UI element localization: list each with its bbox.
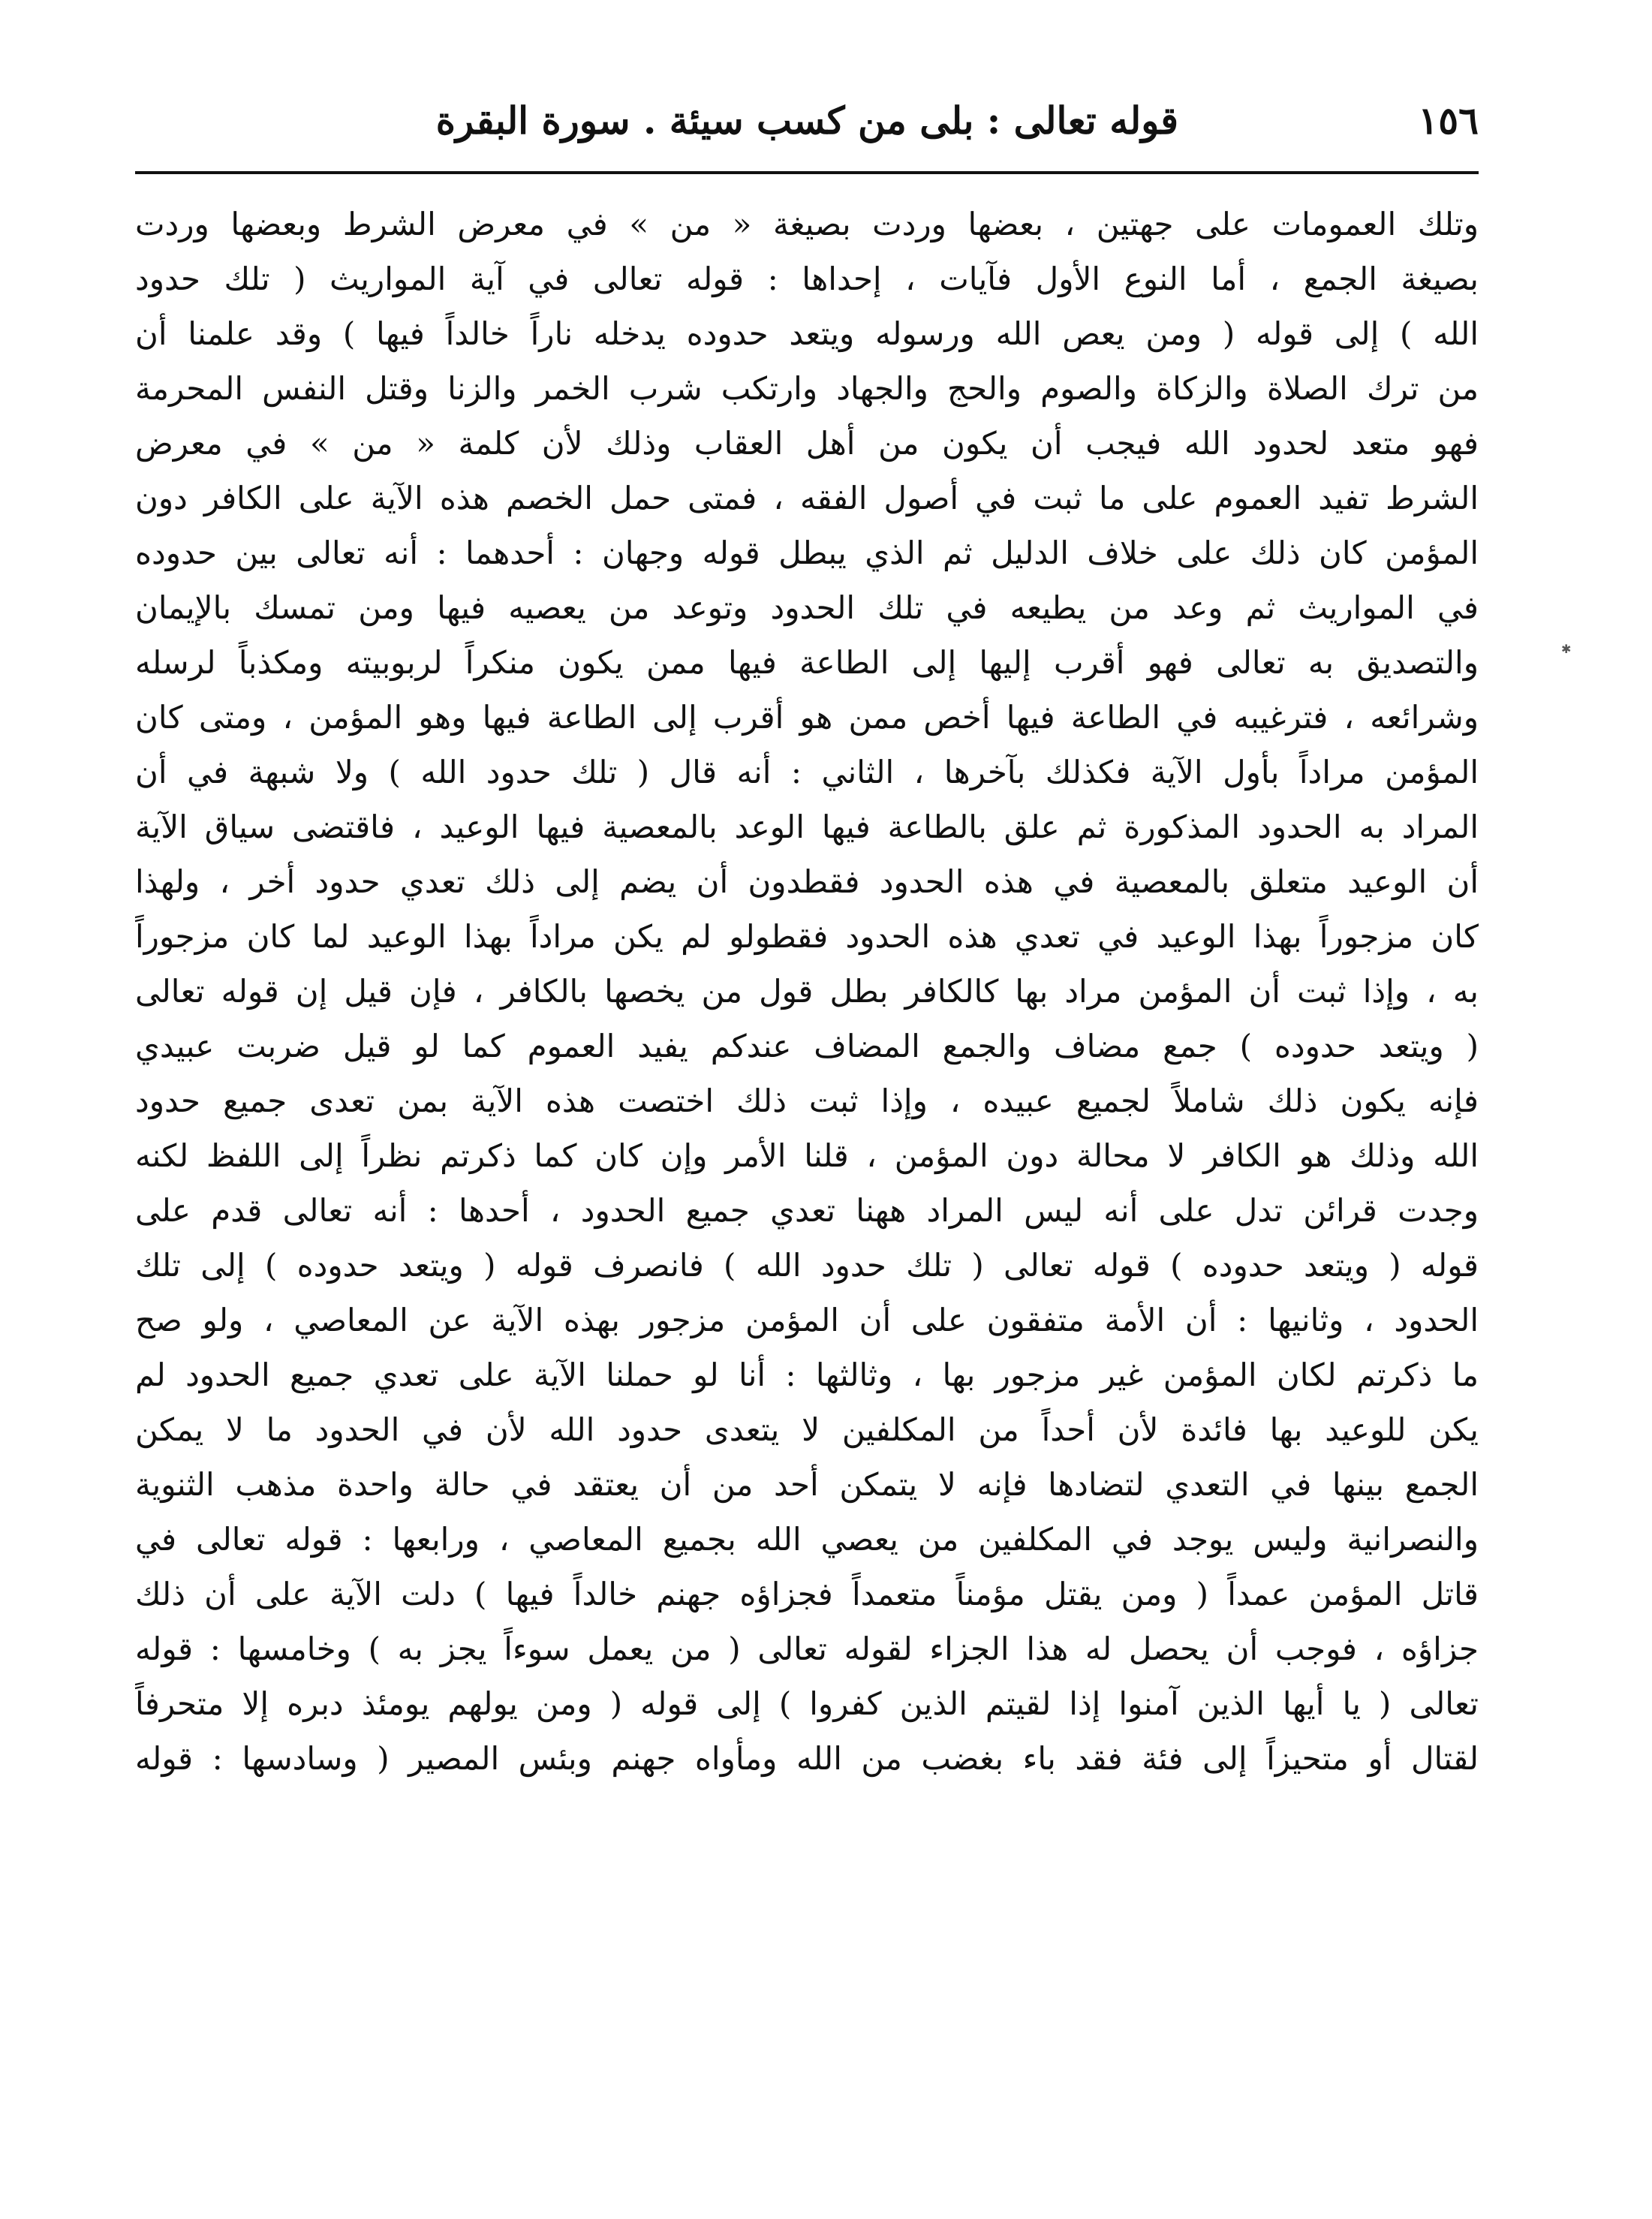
text-line: يكن للوعيد بها فائدة لأن أحداً من المكلفين لا يتعدى حدود الله لأن في الحدود ما لا يمكن <box>135 1411 1479 1448</box>
text-line: فهو متعد لحدود الله فيجب أن يكون من أهل العقاب وذلك لأن كلمة « من » في معرض <box>135 425 1479 462</box>
text-line: كان مزجوراً بهذا الوعيد في تعدي هذه الحدود فقطولو لم يكن مراداً بهذا الوعيد لما كان مزجوراً <box>135 918 1479 955</box>
text-line: المراد به الحدود المذكورة ثم علق بالطاعة فيها الوعد بالمعصية فيها الوعيد ، فاقتضى سياق الآية <box>135 808 1479 845</box>
text-line: ما ذكرتم لكان المؤمن غير مزجور بها ، وثالثها : أنا لو حملنا الآية على تعدي جميع الحدود لم <box>135 1356 1479 1393</box>
body-text <box>135 197 1479 1786</box>
text-line: فإنه يكون ذلك شاملاً لجميع عبيده ، وإذا ثبت ذلك اختصت هذه الآية بمن تعدى جميع حدود <box>135 1082 1479 1119</box>
text-line: المؤمن كان ذلك على خلاف الدليل ثم الذي يبطل قوله وجهان : أحدهما : أنه تعالى بين حدوده <box>135 534 1479 571</box>
text-line: والتصديق به تعالى فهو أقرب إليها إلى الطاعة فيها ممن يكون منكراً لربوبيته ومكذباً لرسله <box>135 644 1479 681</box>
running-title: قوله تعالى : بلى من كسب سيئة . سورة البقرة <box>435 98 1178 143</box>
text-line: الجمع بينها في التعدي لتضادها فإنه لا يتمكن أحد من أن يعتقد في حالة واحدة مذهب الثنوية <box>135 1466 1479 1503</box>
text-line: وشرائعه ، فترغيبه في الطاعة فيها أخص ممن هو أقرب إلى الطاعة فيها وهو المؤمن ، ومتى كان <box>135 699 1479 736</box>
text-line: الحدود ، وثانيها : أن الأمة متفقون على أن المؤمن مزجور بهذه الآية عن المعاصي ، ولو صح <box>135 1302 1479 1338</box>
text-line: قاتل المؤمن عمداً ( ومن يقتل مؤمناً متعمداً فجزاؤه جهنم خالداً فيها ) دلت الآية على أن ذلك <box>135 1576 1479 1612</box>
text-line: جزاؤه ، فوجب أن يحصل له هذا الجزاء لقوله تعالى ( من يعمل سوءاً يجز به ) وخامسها : قوله <box>135 1630 1479 1667</box>
page-number: ١٥٦ <box>1418 98 1479 143</box>
text-line: والنصرانية وليس يوجد في المكلفين من يعصي الله بجميع المعاصي ، ورابعها : قوله تعالى في <box>135 1521 1479 1558</box>
page-header <box>135 89 1479 156</box>
header-rule <box>135 171 1479 174</box>
text-line: بصيغة الجمع ، أما النوع الأول فآيات ، إحداها : قوله تعالى في آية المواريث ( تلك حدود <box>135 260 1479 297</box>
text-line: وجدت قرائن تدل على أنه ليس المراد ههنا تعدي جميع الحدود ، أحدها : أنه تعالى قدم على <box>135 1192 1479 1229</box>
text-line: قوله ( ويتعد حدوده ) قوله تعالى ( تلك حدود الله ) فانصرف قوله ( ويتعد حدوده ) إلى تلك <box>135 1247 1479 1284</box>
text-line: الله وذلك هو الكافر لا محالة دون المؤمن ، قلنا الأمر وإن كان كما ذكرتم نظراً إلى اللفظ لكنه <box>135 1137 1479 1174</box>
text-line: المؤمن مراداً بأول الآية فكذلك بآخرها ، الثاني : أنه قال ( تلك حدود الله ) ولا شبهة في أن <box>135 754 1479 790</box>
text-line: لقتال أو متحيزاً إلى فئة فقد باء بغضب من الله ومأواه جهنم وبئس المصير ( وسادسها : قوله <box>135 1740 1479 1777</box>
text-line: الشرط تفيد العموم على ما ثبت في أصول الفقه ، فمتى حمل الخصم هذه الآية على الكافر دون <box>135 480 1479 516</box>
text-line: أن الوعيد متعلق بالمعصية في هذه الحدود فقطدون أن يضم إلى ذلك تعدي حدود أخر ، ولهذا <box>135 863 1479 900</box>
scan-speck-mark: ✱ <box>1561 642 1572 656</box>
text-line: تعالى ( يا أيها الذين آمنوا إذا لقيتم الذين كفروا ) إلى قوله ( ومن يولهم يومئذ دبره إلا متحرفاً <box>135 1685 1479 1722</box>
text-line: الله ) إلى قوله ( ومن يعص الله ورسوله ويتعد حدوده يدخله ناراً خالداً فيها ) وقد علمنا أن <box>135 315 1479 352</box>
text-line: به ، وإذا ثبت أن المؤمن مراد بها كالكافر بطل قول من يخصها بالكافر ، فإن قيل إن قوله تعالى <box>135 973 1479 1010</box>
text-line: في المواريث ثم وعد من يطيعه في تلك الحدود وتوعد من يعصيه فيها ومن تمسك بالإيمان <box>135 589 1479 626</box>
text-line: من ترك الصلاة والزكاة والصوم والحج والجهاد وارتكب شرب الخمر والزنا وقتل النفس المحرمة <box>135 370 1479 407</box>
text-line: وتلك العمومات على جهتين ، بعضها وردت بصيغة « من » في معرض الشرط وبعضها وردت <box>135 206 1479 242</box>
text-line: ( ويتعد حدوده ) جمع مضاف والجمع المضاف عندكم يفيد العموم كما لو قيل ضربت عبيدي <box>135 1028 1479 1064</box>
